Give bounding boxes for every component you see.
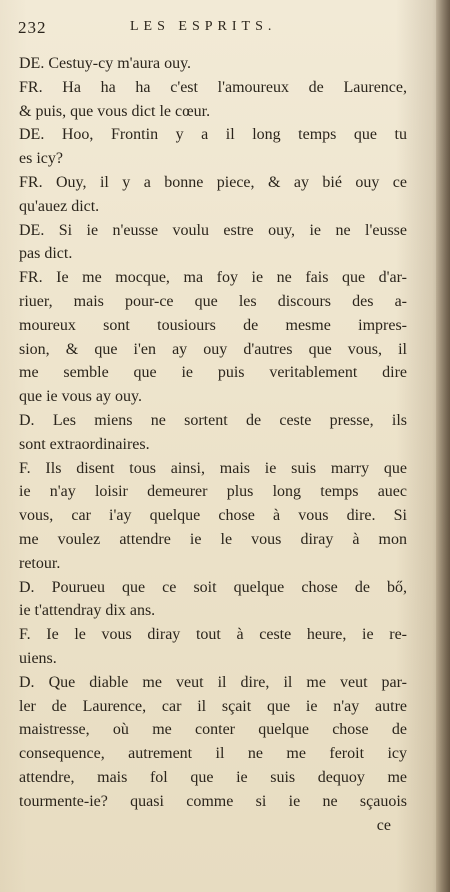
text-line: DE. Si ie n'eusse voulu estre ouy, ie ne l'eusse <box>19 221 407 239</box>
text-line: FR. Ha ha ha c'est l'amoureux de Laurence, <box>19 78 407 96</box>
text-line: D. Que diable me veut il dire, il me veut par- <box>19 673 407 691</box>
text-line: maistresse, où me conter quelque chose de <box>19 721 407 739</box>
text-line: retour. <box>19 554 61 572</box>
text-line: me voulez attendre ie le vous diray à mon <box>19 530 407 548</box>
text-line: uiens. <box>19 649 57 667</box>
text-line: & puis, que vous dict le cœur. <box>19 102 211 120</box>
text-line: sont extraordinaires. <box>19 435 150 453</box>
text-line: DE. Cestuy-cy m'aura ouy. <box>19 55 192 72</box>
text-line: pas dict. <box>19 245 73 263</box>
text-line: D. Les miens ne sortent de ceste presse, ils <box>19 411 407 429</box>
text-line: riuer, mais pour-ce que les discours des a- <box>19 292 407 310</box>
page-number: 232 <box>18 18 47 37</box>
text-line: sion, & que i'en ay ouy d'autres que vous, il <box>19 340 407 358</box>
text-line: es icy? <box>19 150 63 168</box>
text-block <box>19 52 407 837</box>
text-line: D. Pourueu que ce soit quelque chose de bő, <box>19 578 407 596</box>
text-line: attendre, mais fol que ie suis dequoy me <box>19 768 407 786</box>
text-line: que ie vous ay ouy. <box>19 388 142 406</box>
text-line: moureux sont tousiours de mesme impres- <box>19 316 407 334</box>
text-line: consequence, autrement il ne me feroit icy <box>19 745 407 763</box>
text-line: F. Ie le vous diray tout à ceste heure, ie re- <box>19 626 407 644</box>
text-line: ie t'attendray dix ans. <box>19 602 156 620</box>
text-line: DE. Hoo, Frontin y a il long temps que tu <box>19 126 407 144</box>
text-line: FR. Ie me mocque, ma foy ie ne fais que d'ar- <box>19 269 407 287</box>
text-line: ie n'ay loisir demeurer plus long temps auec <box>19 483 407 501</box>
text-line: ler de Laurence, car il sçait que ie n'ay autre <box>19 697 407 715</box>
catchword: ce <box>376 816 391 834</box>
running-title: LES ESPRITS. <box>130 19 277 34</box>
text-line: qu'auez dict. <box>19 197 100 215</box>
text-line: F. Ils disent tous ainsi, mais ie suis marry que <box>19 459 407 477</box>
text-line: vous, car i'ay quelque chose à vous dire. Si <box>19 507 407 525</box>
text-line: FR. Ouy, il y a bonne piece, & ay bié ouy ce <box>19 173 407 191</box>
page-gutter-shadow <box>436 0 450 892</box>
text-line: me semble que ie puis veritablement dire <box>19 364 407 382</box>
text-line: tourmente-ie? quasi comme si ie ne sçauois <box>19 792 407 810</box>
running-head <box>18 12 428 44</box>
